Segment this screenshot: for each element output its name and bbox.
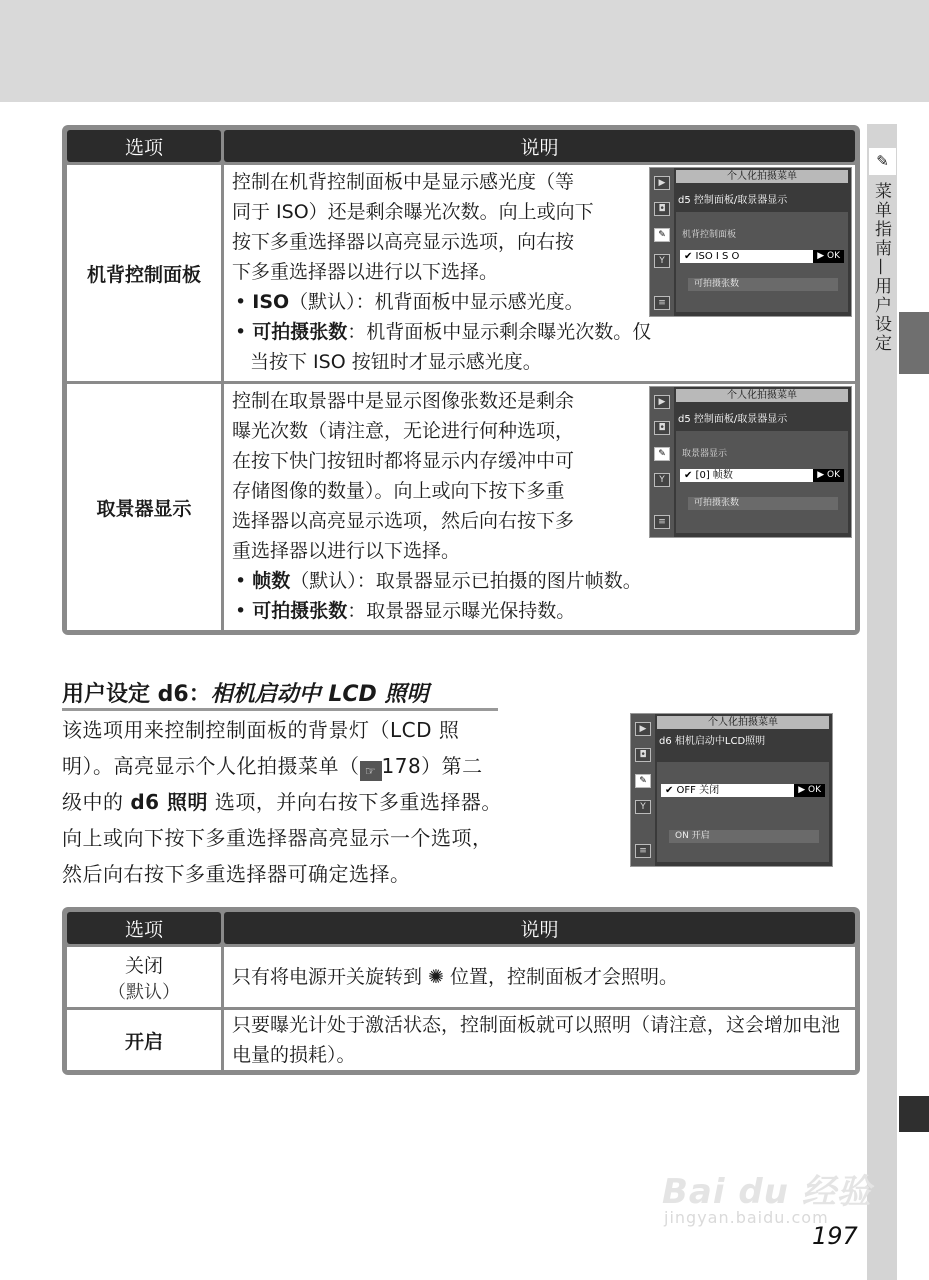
bullet-item: • 帧数（默认）：取景器显示已拍摄的图片帧数。	[235, 570, 642, 592]
header-option: 选项	[67, 130, 221, 162]
desc-line: 重选择器以进行以下选择。	[232, 540, 461, 562]
camera-icon: ◘	[654, 421, 670, 435]
desc-line: 控制在机背控制面板中是显示感光度（等	[232, 171, 575, 193]
playback-icon: ▶	[654, 395, 670, 409]
screen-header: 个人化拍摄菜单	[676, 389, 848, 402]
options-table-d6	[62, 907, 860, 1075]
option-description	[224, 384, 855, 630]
selected-option: ✔ ISO I S O ▶ OK	[680, 250, 844, 263]
para-line: 向上或向下按下多重选择器高亮显示一个选项，	[62, 826, 493, 850]
table-row	[67, 1010, 855, 1070]
para-line: 明）。高亮显示个人化拍摄菜单（ ☞ 178）第二	[62, 748, 592, 784]
desc-line: 在按下快门按钮时都将显示内存缓冲中可	[232, 450, 575, 472]
menu-option: ON 开启	[669, 830, 819, 843]
menu-option: 可拍摄张数	[688, 278, 838, 291]
heading-underline	[62, 708, 498, 711]
ok-indicator: ▶ OK	[813, 469, 844, 482]
option-description	[224, 165, 855, 381]
heading-title: 相机启动中 LCD 照明	[210, 682, 429, 707]
camera-menu-screen	[649, 167, 852, 317]
option-description: 只要曝光计处于激活状态，控制面板就可以照明（请注意，这会增加电池电量的损耗）。	[224, 1010, 855, 1070]
table-header	[67, 130, 855, 162]
playback-icon: ▶	[654, 176, 670, 190]
panel-label: 机背控制面板	[682, 230, 737, 240]
option-description: 只有将电源开关旋转到 ✺ 位置，控制面板才会照明。	[224, 947, 855, 1007]
baidu-watermark-logo: Bai du 经验	[662, 1172, 872, 1212]
heading-prefix: 用户设定 d6：	[62, 682, 211, 707]
para-line: 然后向右按下多重选择器可确定选择。	[62, 862, 411, 886]
screen-panel	[657, 762, 829, 862]
wrench-icon: Y	[654, 254, 670, 268]
bullet-item: • 可拍摄张数：取景器显示曝光保持数。	[235, 600, 576, 622]
bullet-term: 可拍摄张数	[252, 321, 348, 343]
desc-line: 控制在取景器中是显示图像张数还是剩余	[232, 390, 575, 412]
option-name: 机背控制面板	[67, 165, 221, 381]
wrench-icon: Y	[635, 800, 651, 814]
bullet-term: ISO	[252, 291, 290, 313]
page-ref-icon: ☞	[360, 761, 382, 781]
page-number: 197	[812, 1222, 858, 1250]
screen-panel	[676, 431, 848, 533]
pencil-icon: ✎	[869, 148, 896, 175]
playback-icon: ▶	[635, 722, 651, 736]
para-line: 该选项用来控制控制面板的背景灯（LCD 照	[62, 718, 460, 742]
para-line: 级中的 d6 照明 选项，并向右按下多重选择器。	[62, 790, 502, 814]
screen-subtitle: d5 控制面板/取景器显示	[678, 195, 788, 206]
screen-header: 个人化拍摄菜单	[676, 170, 848, 183]
top-band	[0, 0, 929, 102]
bullet-text: （默认）：取景器显示已拍摄的图片帧数。	[290, 570, 642, 592]
bullet-text: （默认）：机背面板中显示感光度。	[289, 291, 584, 313]
recent-icon: ≡	[654, 515, 670, 529]
bullet-item: • ISO（默认）：机背面板中显示感光度。	[235, 291, 584, 313]
screen-subtitle: d5 控制面板/取景器显示	[678, 414, 788, 425]
side-tab-marker	[899, 312, 929, 374]
panel-label: 取景器显示	[682, 449, 728, 459]
camera-menu-screen	[649, 386, 852, 538]
baidu-watermark-url: jingyan.baidu.com	[664, 1208, 829, 1227]
desc-line: 存储图像的数量）。向上或向下按下多重	[232, 480, 565, 502]
selected-option: ✔ [0] 帧数 ▶ OK	[680, 469, 844, 482]
camera-icon: ◘	[635, 748, 651, 762]
side-chapter-title: 菜单指南—用户设定	[871, 182, 891, 353]
bullet-item: • 可拍摄张数：机背面板中显示剩余曝光次数。仅当按下 ISO 按钮时才显示感光度。	[235, 321, 652, 373]
header-option: 选项	[67, 912, 221, 944]
ok-indicator: ▶ OK	[813, 250, 844, 263]
menu-icon-column	[650, 168, 674, 316]
section-paragraph	[62, 712, 592, 892]
pencil-icon: ✎	[654, 447, 670, 461]
pencil-icon: ✎	[635, 774, 651, 788]
header-description: 说明	[224, 130, 855, 162]
menu-option: 可拍摄张数	[688, 497, 838, 510]
selected-option: ✔ OFF 关闭 ▶ OK	[661, 784, 825, 797]
recent-icon: ≡	[654, 296, 670, 310]
wrench-icon: Y	[654, 473, 670, 487]
section-heading	[62, 677, 428, 708]
desc-line: 同于 ISO）还是剩余曝光次数。向上或向下	[232, 201, 594, 223]
table-header	[67, 912, 855, 944]
table-row	[67, 165, 855, 381]
desc-line: 曝光次数（请注意，无论进行何种选项，	[232, 420, 575, 442]
bullet-term: 帧数	[252, 570, 291, 592]
option-name: 关闭 （默认）	[67, 947, 221, 1007]
option-name: 开启	[67, 1010, 221, 1070]
desc-line: 按下多重选择器以高亮显示选项，向右按	[232, 231, 575, 253]
camera-icon: ◘	[654, 202, 670, 216]
bullet-term: 可拍摄张数	[252, 600, 348, 622]
camera-menu-screen-d6	[630, 713, 833, 867]
header-description: 说明	[224, 912, 855, 944]
bullet-text: ：取景器显示曝光保持数。	[347, 600, 576, 622]
table-row	[67, 947, 855, 1007]
table-row	[67, 384, 855, 630]
desc-line: 下多重选择器以进行以下选择。	[232, 261, 499, 283]
screen-header: 个人化拍摄菜单	[657, 716, 829, 729]
option-name: 取景器显示	[67, 384, 221, 630]
ok-indicator: ▶ OK	[794, 784, 825, 797]
desc-line: 选择器以高亮显示选项，然后向右按下多	[232, 510, 575, 532]
side-tab-marker-bottom	[899, 1096, 929, 1132]
options-table-d5	[62, 125, 860, 635]
screen-panel	[676, 212, 848, 312]
recent-icon: ≡	[635, 844, 651, 858]
bullet-text: ：机背面板中显示剩余曝光次数。仅当按下 ISO 按钮时才显示感光度。	[250, 321, 652, 373]
screen-subtitle: d6 相机启动中LCD照明	[659, 736, 766, 747]
pencil-icon: ✎	[654, 228, 670, 242]
